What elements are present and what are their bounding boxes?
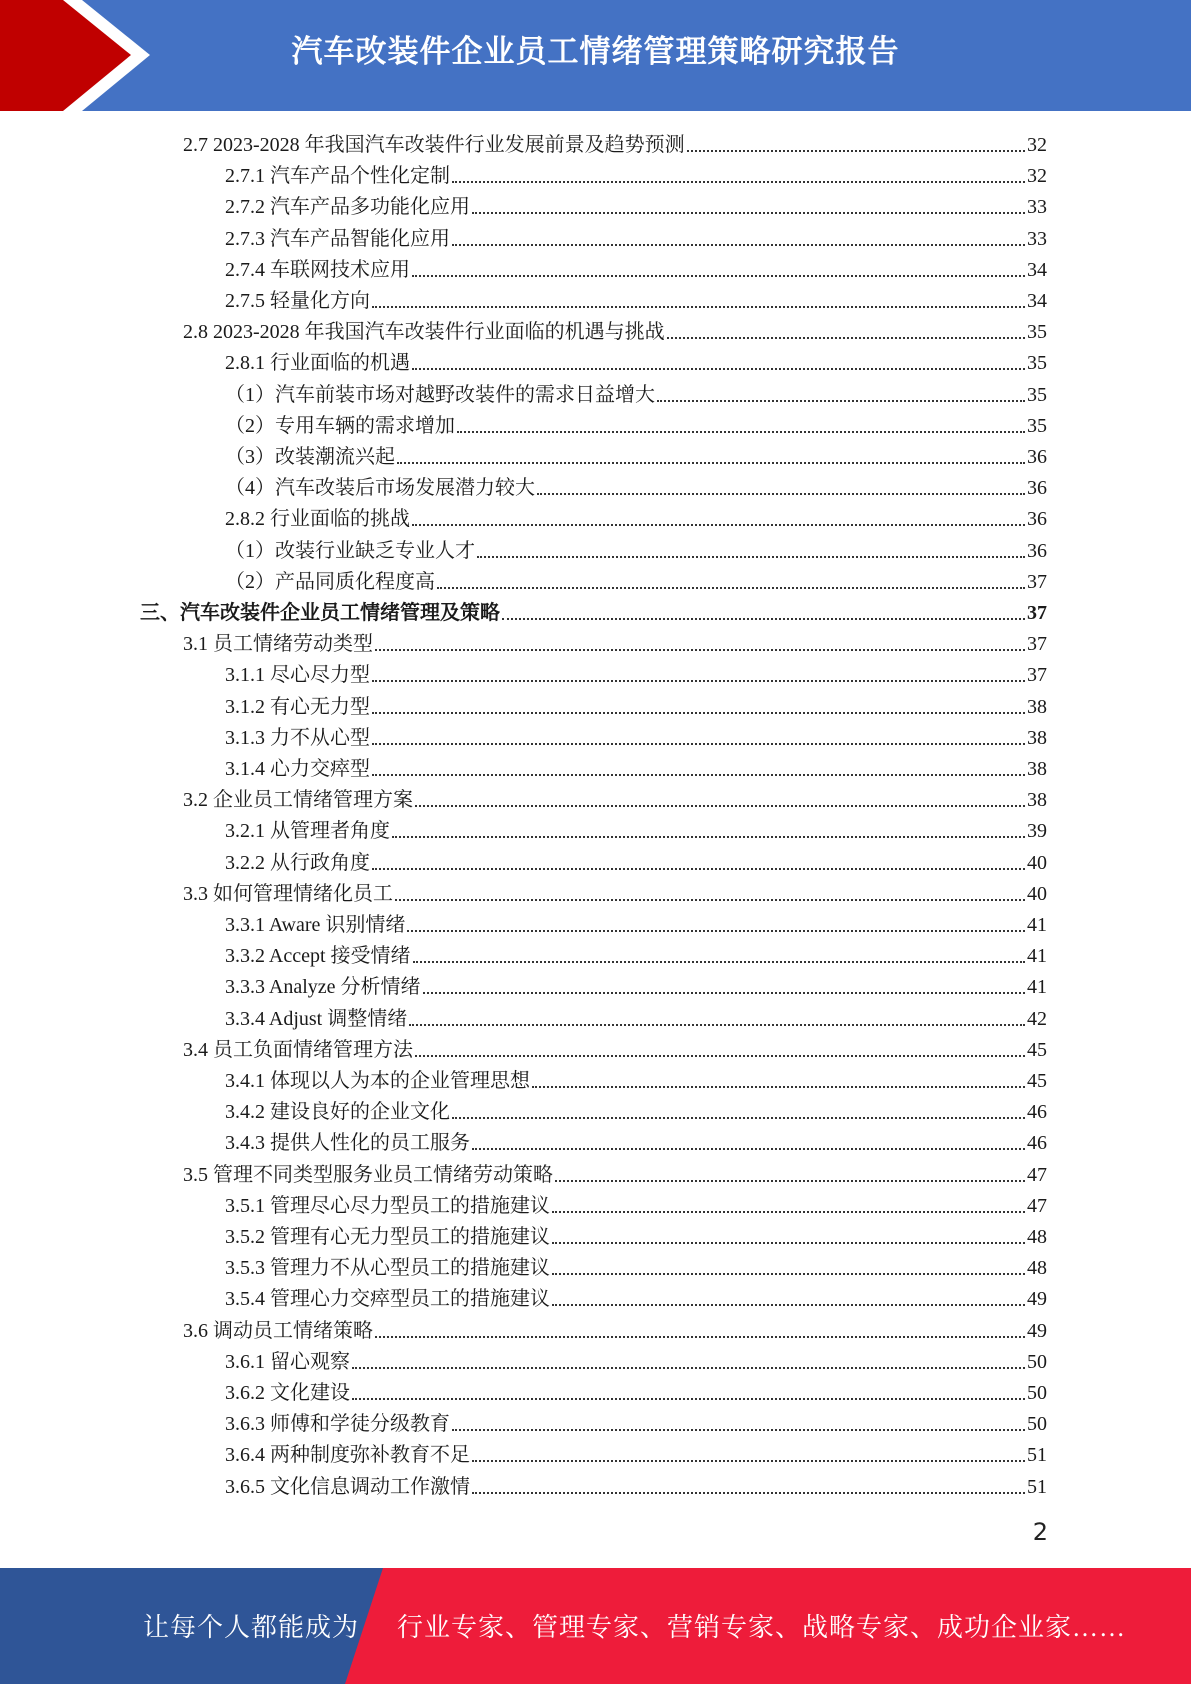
toc-entry-label: 3.6 调动员工情绪策略	[183, 1319, 373, 1342]
toc-entry-label: 2.7.4 车联网技术应用	[225, 258, 410, 281]
toc-entry-label: 3.5.4 管理心力交瘁型员工的措施建议	[225, 1288, 550, 1311]
toc-entry-label: 3.6.1 留心观察	[225, 1350, 350, 1373]
toc-entry-label: 2.7.5 轻量化方向	[225, 290, 370, 312]
toc-entry[interactable]	[183, 314, 1047, 345]
toc-dot-leader	[352, 1398, 1025, 1400]
toc-dot-leader	[372, 743, 1025, 745]
toc-dot-leader	[555, 1180, 1025, 1182]
toc-entry-page: 49	[1027, 1319, 1047, 1342]
toc-dot-leader	[372, 306, 1025, 308]
toc-entry-label: 2.8.1 行业面临的机遇	[225, 352, 410, 375]
toc-entry-page: 34	[1027, 258, 1047, 281]
toc-entry-page: 33	[1027, 227, 1047, 250]
toc-dot-leader	[552, 1273, 1025, 1275]
toc-dot-leader	[372, 774, 1025, 776]
toc-entry-page: 50	[1027, 1350, 1047, 1373]
toc-dot-leader	[472, 1148, 1025, 1150]
toc-dot-leader	[352, 1367, 1025, 1369]
toc-entry-label: （1）改装行业缺乏专业人才	[225, 539, 475, 562]
toc-entry-label: 2.7.1 汽车产品个性化定制	[225, 165, 450, 188]
toc-entry-page: 47	[1027, 1163, 1047, 1186]
toc-entry-label: 3.6.5 文化信息调动工作激情	[225, 1475, 470, 1498]
toc-entry-page: 38	[1027, 758, 1047, 780]
toc-dot-leader	[472, 212, 1025, 214]
toc-entry-label: 3.2.1 从管理者角度	[225, 820, 390, 843]
toc-entry[interactable]	[225, 1063, 1047, 1094]
toc-entry[interactable]	[225, 1281, 1047, 1312]
toc-entry-page: 34	[1027, 290, 1047, 312]
toc-dot-leader	[415, 805, 1025, 807]
toc-entry-page: 48	[1027, 1226, 1047, 1248]
toc-entry-page: 49	[1027, 1288, 1047, 1311]
toc-entry-label: 3.5.1 管理尽心尽力型员工的措施建议	[225, 1194, 550, 1217]
toc-dot-leader	[532, 1086, 1025, 1088]
toc-entry[interactable]	[225, 1188, 1047, 1219]
toc-entry-label: 2.7 2023-2028 年我国汽车改装件行业发展前景及趋势预测	[183, 134, 685, 156]
toc-entry[interactable]	[225, 1250, 1047, 1281]
page-footer	[0, 1568, 1191, 1684]
toc-entry[interactable]	[225, 1437, 1047, 1468]
toc-entry[interactable]	[225, 345, 1047, 376]
toc-dot-leader	[687, 150, 1025, 152]
toc-entry[interactable]	[225, 1344, 1047, 1375]
toc-dot-leader	[552, 1242, 1025, 1244]
toc-entry-page: 32	[1027, 165, 1047, 188]
toc-dot-leader	[407, 930, 1025, 932]
footer-slogan-right: 行业专家、管理专家、营销专家、战略专家、成功企业家……	[397, 1613, 1127, 1642]
toc-entry-page: 41	[1027, 914, 1047, 936]
toc-entry[interactable]	[225, 907, 1047, 938]
toc-entry[interactable]	[225, 408, 1047, 439]
toc-dot-leader	[657, 400, 1025, 402]
toc-entry-label: 3.3.1 Aware 识别情绪	[225, 914, 406, 936]
toc-entry[interactable]	[225, 938, 1047, 969]
toc-entry-page: 38	[1027, 726, 1047, 749]
toc-entry-label: 3.3.2 Accept 接受情绪	[225, 945, 411, 968]
page-number: 2	[1032, 1518, 1048, 1546]
toc-entry-page: 41	[1027, 945, 1047, 968]
toc-entry[interactable]	[183, 782, 1047, 813]
toc-entry[interactable]	[225, 1001, 1047, 1032]
toc-entry-page: 37	[1027, 633, 1047, 656]
toc-entry-label: 2.8 2023-2028 年我国汽车改装件行业面临的机遇与挑战	[183, 321, 665, 344]
toc-entry-label: 2.7.2 汽车产品多功能化应用	[225, 196, 470, 219]
toc-entry-label: 3.5.3 管理力不从心型员工的措施建议	[225, 1257, 550, 1280]
toc-dot-leader	[552, 1211, 1025, 1213]
toc-dot-leader	[452, 1117, 1025, 1119]
toc-dot-leader	[372, 868, 1025, 870]
toc-entry-page: 50	[1027, 1413, 1047, 1436]
toc-entry-page: 46	[1027, 1101, 1047, 1124]
toc-entry-page: 36	[1027, 539, 1047, 562]
toc-entry-page: 36	[1027, 508, 1047, 531]
toc-entry-label: 3.6.2 文化建设	[225, 1382, 350, 1404]
toc-entry[interactable]	[183, 1032, 1047, 1063]
toc-entry-label: 3.6.4 两种制度弥补教育不足	[225, 1444, 470, 1467]
toc-entry-page: 45	[1027, 1038, 1047, 1061]
toc-dot-leader	[412, 524, 1025, 526]
toc-entry[interactable]	[225, 501, 1047, 532]
toc-entry[interactable]	[225, 158, 1047, 189]
toc-entry-page: 45	[1027, 1070, 1047, 1092]
toc-entry-label: 3.1.4 心力交瘁型	[225, 758, 370, 780]
toc-dot-leader	[412, 368, 1025, 370]
toc-entry-page: 40	[1027, 851, 1047, 874]
toc-entry-label: 3.5.2 管理有心无力型员工的措施建议	[225, 1226, 550, 1248]
toc-entry-label: （2）产品同质化程度高	[225, 570, 435, 593]
toc-entry-label: 3.4.3 提供人性化的员工服务	[225, 1132, 470, 1155]
toc-entry-label: （3）改装潮流兴起	[225, 446, 395, 468]
toc-entry-page: 33	[1027, 196, 1047, 219]
page-header	[0, 0, 1191, 111]
toc-entry-label: 3.3.3 Analyze 分析情绪	[225, 976, 421, 999]
toc-entry-page: 38	[1027, 695, 1047, 718]
toc-dot-leader	[472, 1460, 1025, 1462]
toc-entry[interactable]	[225, 189, 1047, 220]
toc-dot-leader	[412, 275, 1025, 277]
toc-entry-page: 42	[1027, 1007, 1047, 1030]
toc-entry-label: 3.1.2 有心无力型	[225, 695, 370, 718]
toc-entry-page: 35	[1027, 321, 1047, 344]
toc-entry[interactable]	[140, 595, 1047, 626]
toc-dot-leader	[437, 587, 1025, 589]
toc-entry-label: 2.8.2 行业面临的挑战	[225, 508, 410, 531]
toc-dot-leader	[423, 992, 1025, 994]
toc-entry-label: （2）专用车辆的需求增加	[225, 414, 455, 437]
toc-entry-label: 3.4.1 体现以人为本的企业管理思想	[225, 1070, 530, 1092]
report-title: 汽车改装件企业员工情绪管理策略研究报告	[291, 34, 900, 70]
toc-entry-label: 3.5 管理不同类型服务业员工情绪劳动策略	[183, 1163, 553, 1186]
toc-entry-page: 50	[1027, 1382, 1047, 1404]
toc-dot-leader	[415, 1055, 1025, 1057]
toc-entry-page: 37	[1027, 602, 1047, 624]
toc-entry[interactable]	[225, 845, 1047, 876]
toc-entry[interactable]	[183, 876, 1047, 907]
toc-entry-page: 36	[1027, 477, 1047, 500]
toc-dot-leader	[502, 618, 1025, 620]
toc-entry-label: 3.6.3 师傅和学徒分级教育	[225, 1413, 450, 1436]
toc-entry[interactable]	[225, 1375, 1047, 1406]
toc-dot-leader	[477, 556, 1025, 558]
toc-entry-page: 41	[1027, 976, 1047, 999]
toc-entry-page: 32	[1027, 134, 1047, 156]
toc-entry[interactable]	[225, 1094, 1047, 1125]
toc-dot-leader	[413, 961, 1025, 963]
toc-dot-leader	[452, 1429, 1025, 1431]
toc-entry-label: 3.3.4 Adjust 调整情绪	[225, 1007, 408, 1030]
toc-entry-page: 47	[1027, 1194, 1047, 1217]
toc-entry[interactable]	[225, 1125, 1047, 1156]
toc-entry[interactable]	[183, 1157, 1047, 1188]
toc-entry[interactable]	[225, 533, 1047, 564]
toc-entry-label: （4）汽车改装后市场发展潜力较大	[225, 477, 535, 500]
toc-entry[interactable]	[225, 470, 1047, 501]
toc-entry-label: 3.2 企业员工情绪管理方案	[183, 789, 413, 812]
toc-dot-leader	[452, 181, 1025, 183]
toc-entry-label: 3.3 如何管理情绪化员工	[183, 882, 393, 905]
toc-dot-leader	[409, 1024, 1025, 1026]
toc-dot-leader	[397, 462, 1025, 464]
toc-entry-label: （1）汽车前装市场对越野改装件的需求日益增大	[225, 383, 655, 406]
toc-entry-page: 37	[1027, 664, 1047, 687]
toc-entry-page: 46	[1027, 1132, 1047, 1155]
toc-dot-leader	[472, 1492, 1025, 1494]
toc-entry-label: 3.1 员工情绪劳动类型	[183, 633, 373, 656]
toc-entry[interactable]	[225, 1469, 1047, 1500]
toc-dot-leader	[372, 680, 1025, 682]
toc-dot-leader	[452, 244, 1025, 246]
toc-entry[interactable]	[225, 377, 1047, 408]
toc-entry[interactable]	[225, 1219, 1047, 1250]
toc-entry[interactable]	[225, 252, 1047, 283]
toc-entry-page: 36	[1027, 446, 1047, 468]
toc-entry-page: 39	[1027, 820, 1047, 843]
toc-entry[interactable]	[225, 689, 1047, 720]
toc-entry[interactable]	[225, 221, 1047, 252]
toc-entry[interactable]	[225, 720, 1047, 751]
toc-entry-page: 38	[1027, 789, 1047, 812]
toc-entry-label: 3.2.2 从行政角度	[225, 851, 370, 874]
toc-entry[interactable]	[225, 283, 1047, 314]
toc-entry-label: 3.1.3 力不从心型	[225, 726, 370, 749]
toc-entry-label: 3.1.1 尽心尽力型	[225, 664, 370, 687]
toc-entry[interactable]	[183, 1313, 1047, 1344]
toc-entry-label: 3.4 员工负面情绪管理方法	[183, 1038, 413, 1061]
toc-dot-leader	[372, 712, 1025, 714]
toc-entry[interactable]	[183, 127, 1047, 158]
toc-entry-page: 51	[1027, 1444, 1047, 1467]
toc-entry[interactable]	[225, 439, 1047, 470]
toc-dot-leader	[375, 649, 1025, 651]
toc-entry-page: 35	[1027, 383, 1047, 406]
toc-entry-label: 2.7.3 汽车产品智能化应用	[225, 227, 450, 250]
toc-entry[interactable]	[225, 751, 1047, 782]
toc-dot-leader	[667, 337, 1025, 339]
toc-dot-leader	[537, 493, 1025, 495]
toc-entry[interactable]	[225, 564, 1047, 595]
toc-dot-leader	[395, 899, 1025, 901]
toc-dot-leader	[392, 836, 1025, 838]
toc-entry-page: 48	[1027, 1257, 1047, 1280]
footer-slogan-left: 让每个人都能成为	[143, 1613, 360, 1642]
toc-dot-leader	[552, 1304, 1025, 1306]
toc-entry-page: 35	[1027, 414, 1047, 437]
toc-entry-page: 35	[1027, 352, 1047, 375]
toc-entry-page: 37	[1027, 570, 1047, 593]
toc-entry[interactable]	[225, 657, 1047, 688]
toc-dot-leader	[375, 1336, 1025, 1338]
toc-entry-label: 3.4.2 建设良好的企业文化	[225, 1101, 450, 1124]
toc-dot-leader	[457, 431, 1025, 433]
toc-entry[interactable]	[225, 969, 1047, 1000]
toc-entry[interactable]	[183, 626, 1047, 657]
toc-entry-label: 三、汽车改装件企业员工情绪管理及策略	[140, 602, 500, 624]
toc-entry[interactable]	[225, 813, 1047, 844]
toc-entry-page: 40	[1027, 882, 1047, 905]
toc-entry[interactable]	[225, 1406, 1047, 1437]
toc-entry-page: 51	[1027, 1475, 1047, 1498]
